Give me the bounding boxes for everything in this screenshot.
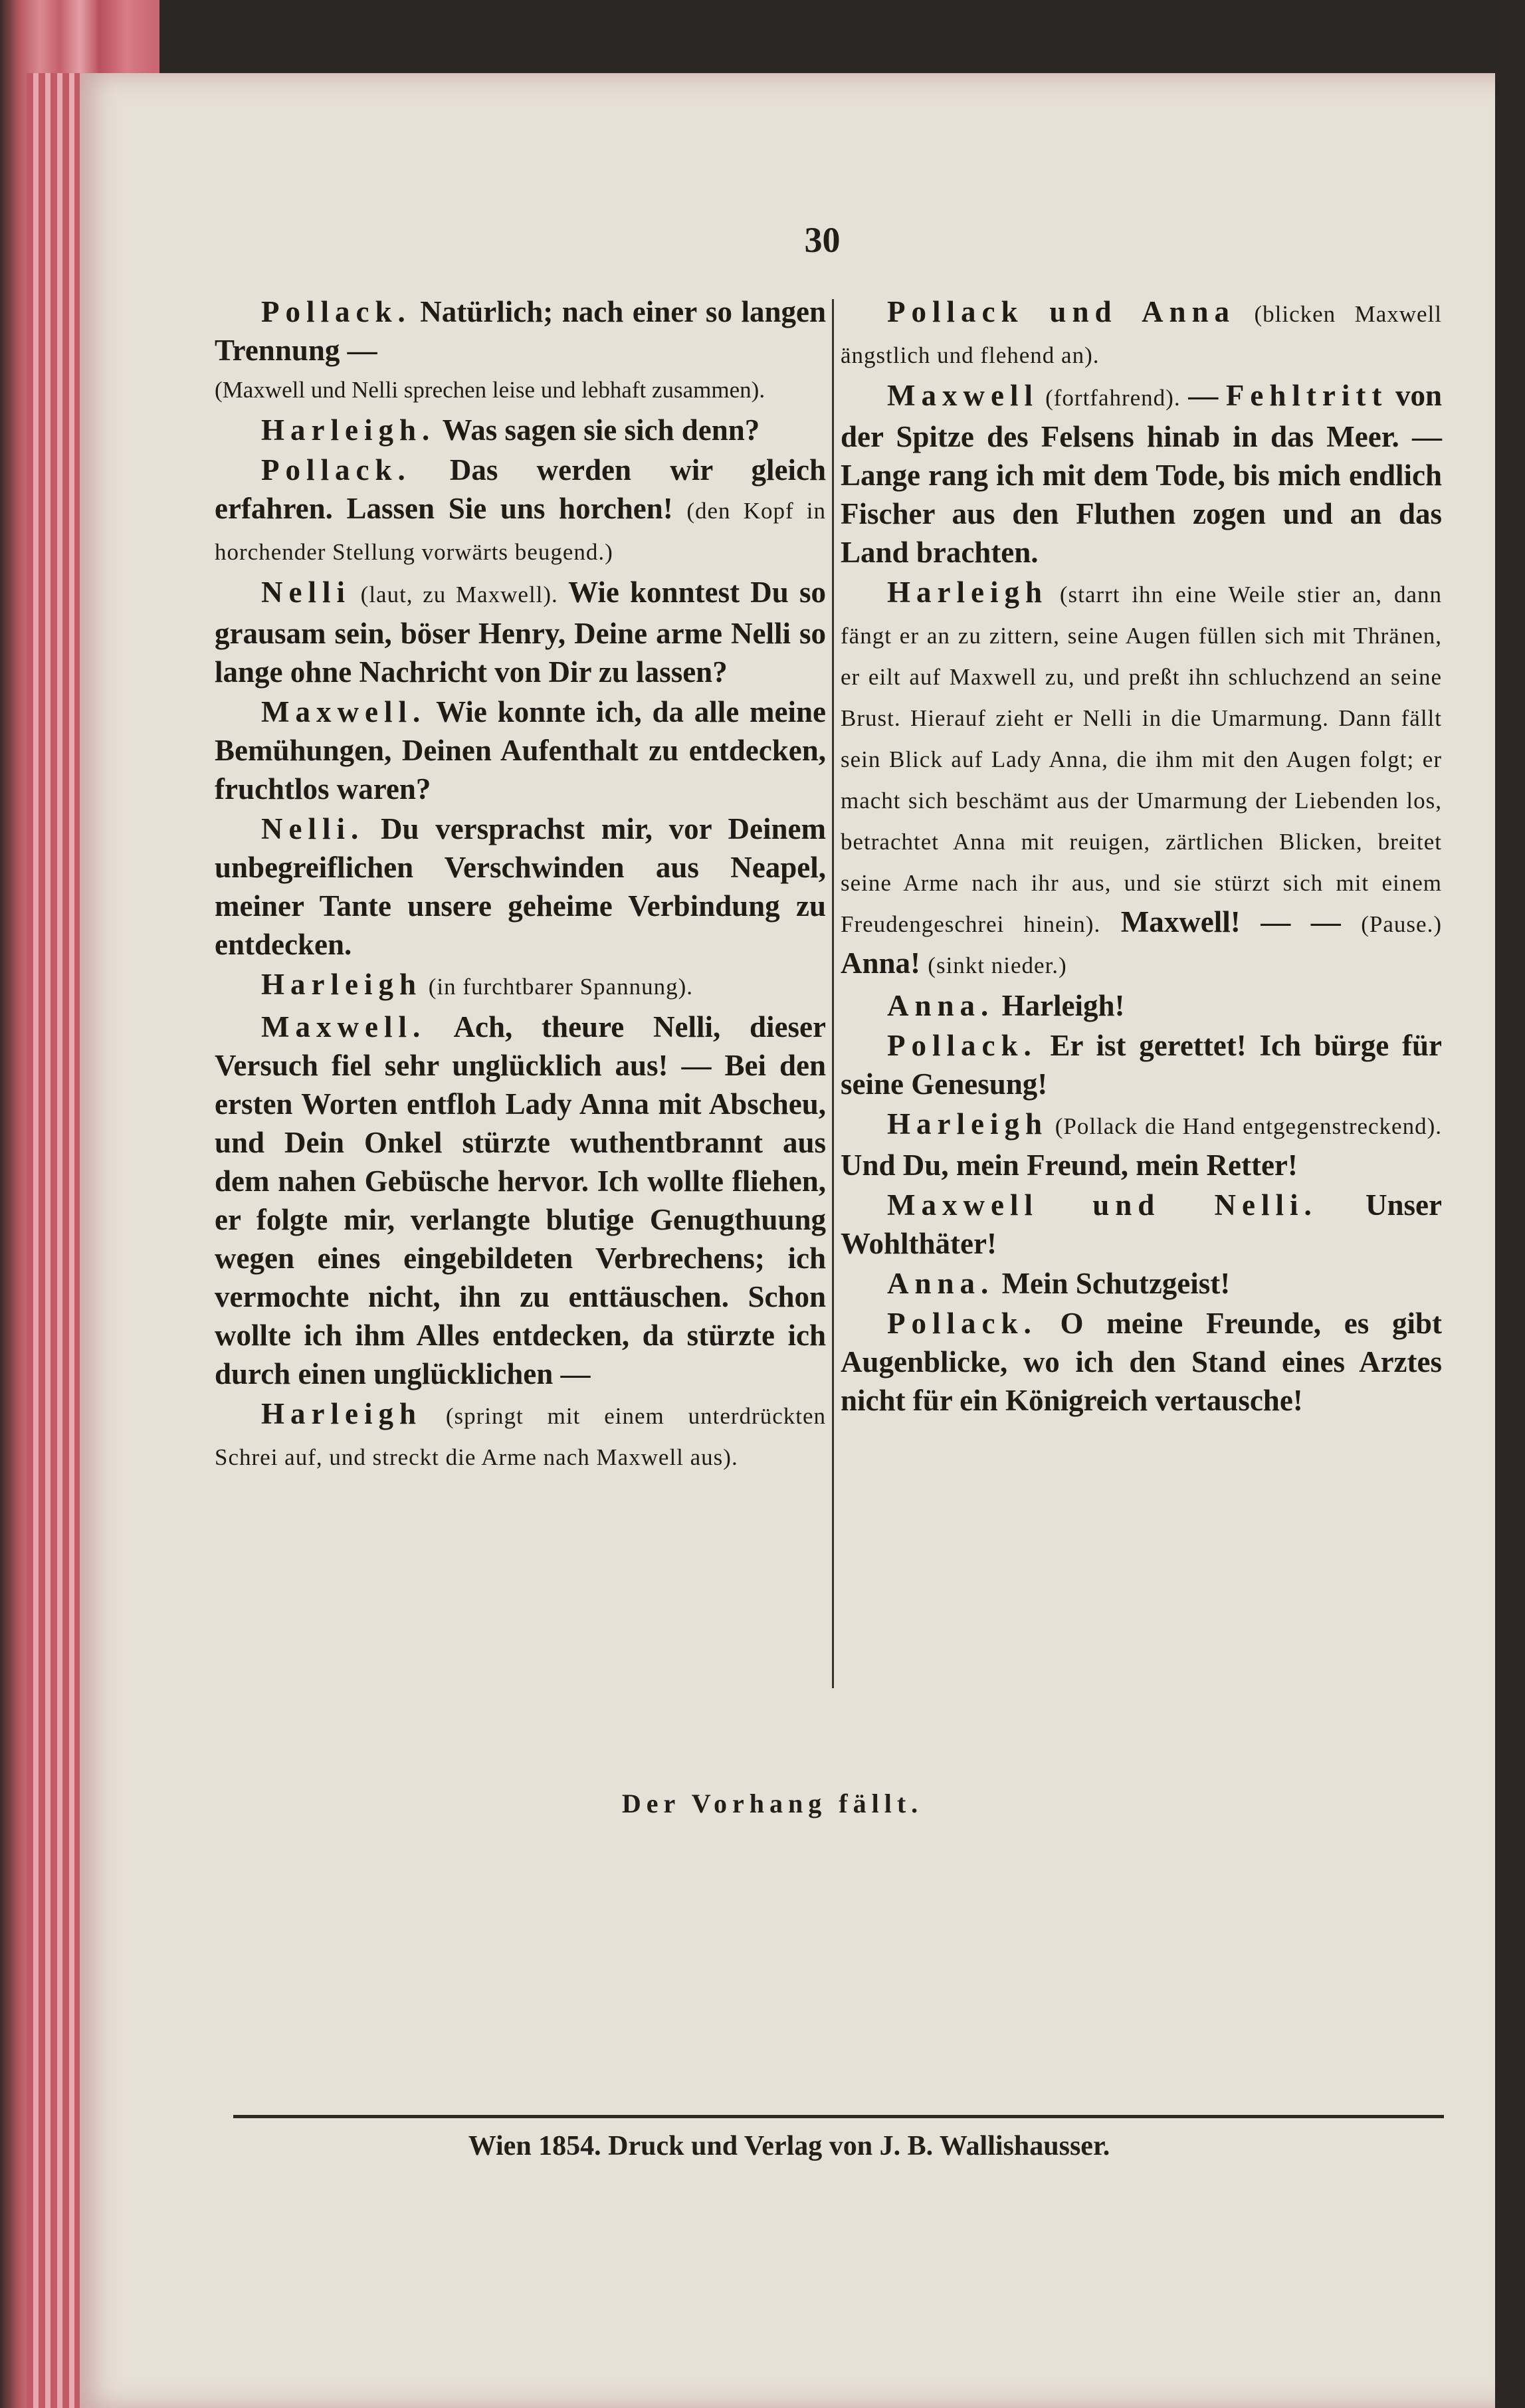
- stage-direction: (springt mit einem unterdrückten Schrei auf, und streckt die Arme nach Maxwell aus).: [215, 1403, 826, 1470]
- speech: [841, 573, 1442, 985]
- speaker-name: Maxwell und Nelli.: [887, 1188, 1318, 1222]
- stage-direction: (Maxwell und Nelli sprechen leise und lebhaft zusammen).: [215, 377, 765, 403]
- speech: [841, 1304, 1442, 1420]
- speaker-name: Harleigh: [261, 1397, 422, 1430]
- speech: [215, 411, 826, 449]
- speaker-name: Pollack.: [261, 453, 411, 487]
- dialogue-text: Ach, theure Nelli, dieser Versuch fiel sehr unglücklich aus! — Bei den ersten Worten entfloh Lady Anna mit Abscheu, und Dein Onkel stürzte wuthentbrannt aus dem nahen Gebüsche hervor. Ich wollte fliehen, er folgte mir, verlangte blutige Genugthuung wegen eines eingebildeten Verbrechens; ich vermochte nicht, ihn zu enttäuschen. Schon wollte ich ihm Alles entdecken, da stürzte ich durch einen unglücklichen —: [215, 1010, 826, 1390]
- speech: [215, 965, 826, 1006]
- book-cover-edge: [1495, 0, 1525, 2408]
- stage-direction: (sinkt nieder.): [928, 952, 1067, 978]
- stage-direction: (Pollack die Hand entgegenstreckend).: [1047, 1113, 1442, 1139]
- speech: [215, 292, 826, 370]
- dialogue-text: —: [1180, 379, 1226, 412]
- right-column: [841, 292, 1442, 1421]
- speech: [841, 1186, 1442, 1263]
- page-edges: [27, 73, 80, 2408]
- speaker-name: Pollack und Anna: [887, 295, 1236, 328]
- dialogue-text: Maxwell! — —: [1100, 905, 1362, 938]
- speaker-name: Harleigh: [261, 968, 422, 1001]
- speech: [841, 986, 1442, 1025]
- speech: [215, 573, 826, 691]
- dialogue-text: Wie konntest Du so grausam sein, böser Henry, Deine arme Nelli so lange ohne Nachricht von Dir zu lassen?: [215, 576, 826, 689]
- dialogue-text: von der Spitze des Felsens hinab in das Meer. — Lange rang ich mit dem Tode, bis mich endlich Fischer aus den Fluthen zogen und an das Land brachten.: [841, 379, 1443, 569]
- speech: [841, 292, 1442, 375]
- dialogue-text: Natürlich; nach einer so langen Trennung —: [215, 295, 826, 367]
- speaker-name: Anna.: [887, 989, 995, 1022]
- dialogue-text: Und Du, mein Freund, mein Retter!: [841, 1149, 1298, 1182]
- stage-direction: (in furchtbarer Spannung).: [421, 974, 693, 1000]
- speech: [215, 693, 826, 808]
- dialogue-text: Das werden wir gleich erfahren. Lassen Sie uns horchen!: [215, 453, 826, 525]
- stage-direction: (fortfahrend).: [1038, 385, 1181, 411]
- dialogue-text: Unser Wohlthäter!: [841, 1188, 1442, 1260]
- speaker-name: Anna.: [887, 1267, 995, 1300]
- speaker-name: Harleigh: [887, 1107, 1048, 1141]
- speaker-name: Harleigh.: [261, 413, 436, 447]
- footer-rule: [233, 2115, 1444, 2118]
- speaker-name: Harleigh: [887, 576, 1048, 609]
- speaker-name: Maxwell.: [261, 695, 427, 728]
- dialogue-text: Mein Schutzgeist!: [994, 1267, 1231, 1300]
- speaker-name: Maxwell: [887, 379, 1039, 412]
- dialogue-text: Was sagen sie sich denn?: [435, 413, 760, 447]
- dialogue-text: Du versprachst mir, vor Deinem unbegreiflichen Verschwinden aus Neapel, meiner Tante unsere geheime Verbindung zu entdecken.: [215, 812, 826, 961]
- speech: [841, 376, 1442, 572]
- stage-direction: (laut, zu Maxwell).: [350, 582, 558, 607]
- speaker-name: Nelli: [261, 576, 351, 609]
- speaker-name: Nelli.: [261, 812, 365, 845]
- stage-direction: (den Kopf in horchender Stellung vorwärts beugend.): [215, 498, 826, 565]
- dialogue-text: Wie konnte ich, da alle meine Bemühungen, Deinen Aufenthalt zu entdecken, fruchtlos waren?: [215, 695, 826, 806]
- publisher-imprint: Wien 1854. Druck und Verlag von J. B. Wallishausser.: [468, 2131, 1110, 2161]
- dialogue-text: Harleigh!: [994, 989, 1125, 1022]
- speaker-name: Pollack.: [887, 1029, 1037, 1062]
- dialogue-text: O meine Freunde, es gibt Augenblicke, wo ich den Stand eines Arztes nicht für ein Königreich vertausche!: [841, 1307, 1442, 1417]
- speech: [215, 451, 826, 572]
- column-divider: [832, 299, 834, 1688]
- page-number: 30: [804, 220, 841, 260]
- dialogue-text: Anna!: [841, 946, 928, 980]
- speech: [215, 1394, 826, 1477]
- stage-direction: (starrt ihn eine Weile stier an, dann fängt er an zu zittern, seine Augen füllen sich mit Thränen, er eilt auf Maxwell zu, und preßt ihn schluchzend an seine Brust. Hierauf zieht er Nelli in die Umarmung. Dann fällt sein Blick auf Lady Anna, die ihm mit den Augen folgt; er macht sich beschämt aus der Umarmung der Liebenden los, betrachtet Anna mit reuigen, zärtlichen Blicken, breitet seine Arme nach ihr aus, und sie stürzt sich mit einem Freudengeschrei hinein).: [841, 582, 1442, 937]
- speaker-name: Pollack.: [261, 295, 411, 328]
- stage-direction: (blicken Maxwell ängstlich und flehend an).: [841, 301, 1442, 368]
- closing-stage-direction: Der Vorhang fällt.: [621, 1789, 924, 1818]
- speech: [215, 1008, 826, 1393]
- speech: [841, 1264, 1442, 1303]
- dialogue-text: Er ist gerettet! Ich bürge für seine Genesung!: [841, 1029, 1442, 1101]
- dialogue-text: Fehltritt: [1225, 379, 1388, 412]
- speaker-name: Pollack.: [887, 1307, 1037, 1340]
- stage-direction: (Pause.): [1361, 911, 1442, 937]
- speech: [841, 1026, 1442, 1103]
- speech: [215, 810, 826, 964]
- speaker-name: Maxwell.: [261, 1010, 427, 1043]
- speech: [841, 1105, 1442, 1184]
- left-column: [215, 292, 826, 1478]
